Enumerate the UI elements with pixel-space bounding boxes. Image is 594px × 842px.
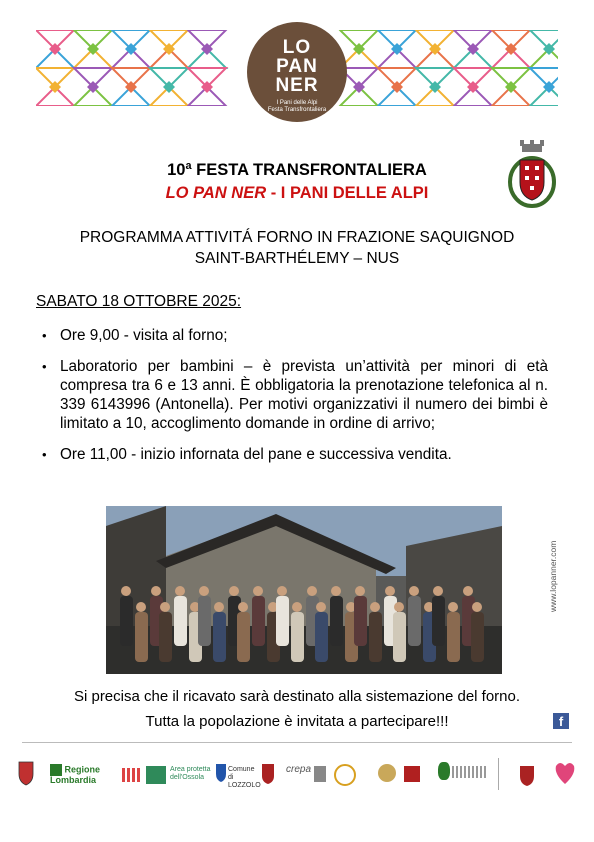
lo-pan-ner-logo — [247, 22, 347, 122]
event-date: SABATO 18 OTTOBRE 2025: — [36, 293, 242, 310]
bullet-icon: • — [42, 447, 47, 462]
program-heading: PROGRAMMA ATTIVITÁ FORNO IN FRAZIONE SAQUIGNOD — [79, 229, 515, 246]
logo-text-line2: PAN — [276, 56, 318, 77]
regione-lombardia-logo — [50, 764, 120, 784]
divider — [22, 742, 572, 743]
crest-icon — [214, 758, 228, 784]
partner-logo-icon — [438, 762, 450, 780]
circle-logo-icon — [334, 764, 356, 786]
area-protetta-logo: Area protetta dell'Ossola — [170, 766, 211, 781]
bullet-icon: • — [42, 328, 47, 343]
festival-title: 10ª FESTA TRANSFRONTALIERA — [167, 161, 427, 179]
program-list — [36, 326, 548, 476]
partner-logo-icon — [122, 768, 142, 782]
sponsor-logos — [16, 758, 582, 794]
bullet-icon: • — [42, 359, 47, 374]
program-location: SAINT-BARTHÉLEMY – NUS — [194, 250, 400, 267]
website-url: www.lopanner.com — [548, 540, 558, 612]
group-photo — [106, 506, 502, 674]
festival-subtitle-rest: - I PANI DELLE ALPI — [266, 184, 429, 202]
festival-name: LO PAN NER — [165, 184, 267, 202]
list-item — [36, 326, 548, 345]
crest-icon — [516, 758, 538, 788]
logo-text-line3: NER — [275, 75, 319, 96]
seal-logo-icon — [378, 764, 396, 782]
park-logo-icon — [146, 766, 166, 784]
note-proceeds: Si precisa che il ricavato sarà destinato alla sistemazione del forno. — [73, 688, 521, 705]
unesco-logo-icon — [452, 766, 486, 778]
region-crest-icon — [16, 758, 36, 788]
crepa-logo: crepa — [286, 764, 312, 775]
heart-tree-logo-icon — [552, 758, 578, 788]
crest-icon — [260, 758, 276, 786]
list-item — [36, 357, 548, 433]
facebook-icon[interactable]: f — [553, 713, 569, 729]
note-invitation: Tutta la popolazione è invitata a partecipare!!! — [145, 713, 449, 730]
list-item-text: Laboratorio per bambini – è prevista un’attività per minori di età compresa tra 6 e 13 anni. È obbligatoria la prenotazione telefonica al n. 339 6143996 (Antonella). Per motivi organizzativi il numero dei bimbi è limitato a 10, accoglimento domande in ordine di arrivo; — [60, 358, 548, 432]
festival-subtitle — [0, 184, 594, 203]
list-item-text: Ore 9,00 - visita al forno; — [60, 327, 228, 344]
list-item-text: Ore 11,00 - inizio infornata del pane e successiva vendita. — [60, 446, 452, 463]
regione-lombardia-text: Regione Lombardia — [50, 764, 101, 785]
logo-sub2: Festa Transfrontaliera — [267, 107, 327, 113]
partner-logo-icon — [314, 766, 326, 782]
logo-text-line1: LO — [282, 37, 312, 58]
divider — [498, 758, 499, 790]
logo-sub1: I Pani delle Alpi — [276, 100, 318, 106]
partner-logo-icon — [404, 766, 420, 782]
comune-logo: Comune di LOZZOLO — [228, 766, 261, 789]
list-item — [36, 445, 548, 464]
